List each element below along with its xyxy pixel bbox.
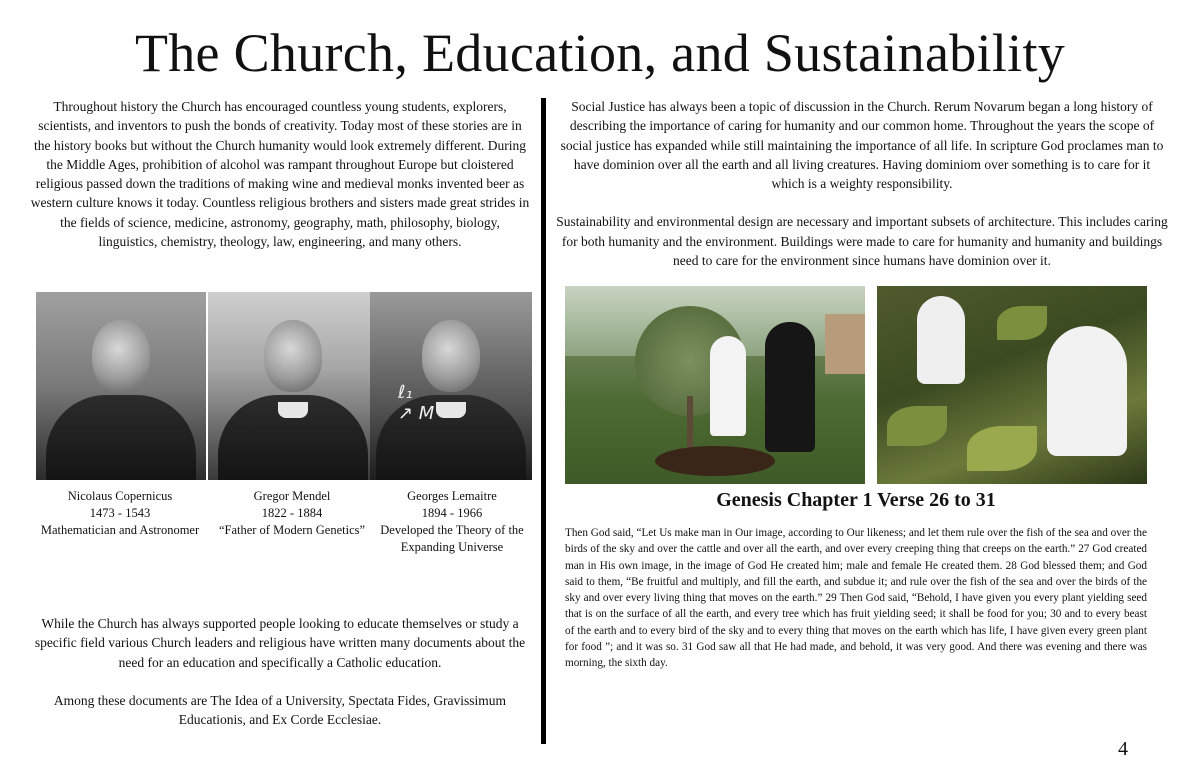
- nuns-gardening-photo: [877, 286, 1147, 484]
- genesis-text: Then God said, “Let Us make man in Our image, according to Our likeness; and let them rule over the fish of the sea and over the birds of the sky and over the cattle and over all the earth, and over every creeping thing that creeps on the earth.” 27 God created man in His own image, in the image of God He created him; male and female He created them. 28 God blessed them; and God said to them, “Be fruitful and multiply, and fill the earth, and subdue it; and rule over the fish of the sea and over the birds of the sky and over every living thing that moves on the earth.” 29 Then God said, “Behold, I have given you every plant yielding seed that is on the surface of all the earth, and every tree which has fruit yielding seed; it shall be food for you; 30 and to every beast of the earth and to every bird of the sky and to every thing that moves on the earth which has life, I have given every green plant for food ”; and it was so. 31 God saw all that He had made, and behold, it was very good. And there was evening and there was morning, the sixth day.: [565, 527, 1147, 670]
- mendel-portrait: [208, 292, 378, 480]
- lemaitre-portrait: ℓ₁ ↗ M: [370, 292, 532, 480]
- caption-role: Developed the Theory of the Expanding Universe: [380, 523, 524, 554]
- caption-mendel: [212, 488, 372, 539]
- page-number: 4: [1118, 738, 1128, 760]
- caption-years: 1822 - 1884: [261, 506, 323, 520]
- caption-name: Gregor Mendel: [253, 489, 331, 503]
- social-justice-section: [556, 97, 1168, 289]
- caption-years: 1894 - 1966: [421, 506, 483, 520]
- tree-planting-photo: [565, 286, 865, 484]
- column-divider: [541, 98, 546, 744]
- caption-name: Nicolaus Copernicus: [67, 489, 173, 503]
- documents-paragraph: Among these documents are The Idea of a University, Spectata Fides, Gravissimum Educationis, and Ex Corde Ecclesiae.: [53, 692, 507, 728]
- caption-role: “Father of Modern Genetics”: [218, 523, 366, 537]
- education-section: [30, 614, 530, 748]
- intro-paragraph: Throughout history the Church has encouraged countless young students, explorers, scientists, and inventors to push the bonds of creativity. Today most of these stories are in the history books but without the Church humanity would look extremely different. During the Middle Ages, prohibition of alcohol was rampant throughout Europe but cloistered religious passed down the traditions of making wine and medieval monks invented beer as western culture knows it today. Countless religious brothers and sisters made great strides in the fields of science, medicine, astronomy, geography, math, philosophy, biology, linguistics, chemistry, theology, law, engineering, and many others.: [30, 99, 530, 250]
- sustainability-paragraph: Sustainability and environmental design are necessary and important subsets of architecture. This includes caring for both humanity and the environment. Buildings were made to care for humanity and humanity and buildings need to care for the environment since humans have dominion over it.: [556, 214, 1168, 269]
- education-paragraph: While the Church has always supported people looking to educate themselves or study a specific field various Church leaders and religious have written many documents about the need for an education and specifically a Catholic education.: [34, 616, 526, 670]
- caption-copernicus: [40, 488, 200, 539]
- social-justice-paragraph: Social Justice has always been a topic of discussion in the Church. Rerum Novarum began a long history of describing the importance of caring for humanity and our common home. Throughout the years the scope of social justice has expanded while still maintaining the importance of all life. In scripture God proclames man to have dominion over all the earth and all living creatures. Having dominiom over something is to care for it which is a weighty responsibility.: [560, 99, 1164, 192]
- caption-name: Georges Lemaitre: [407, 489, 497, 503]
- genesis-heading: Genesis Chapter 1 Verse 26 to 31: [716, 489, 996, 511]
- copernicus-portrait: [36, 292, 206, 480]
- page-title: The Church, Education, and Sustainability: [134, 23, 1066, 83]
- caption-role: Mathematician and Astronomer: [40, 523, 200, 537]
- caption-lemaitre: [372, 488, 532, 556]
- caption-years: 1473 - 1543: [89, 506, 151, 520]
